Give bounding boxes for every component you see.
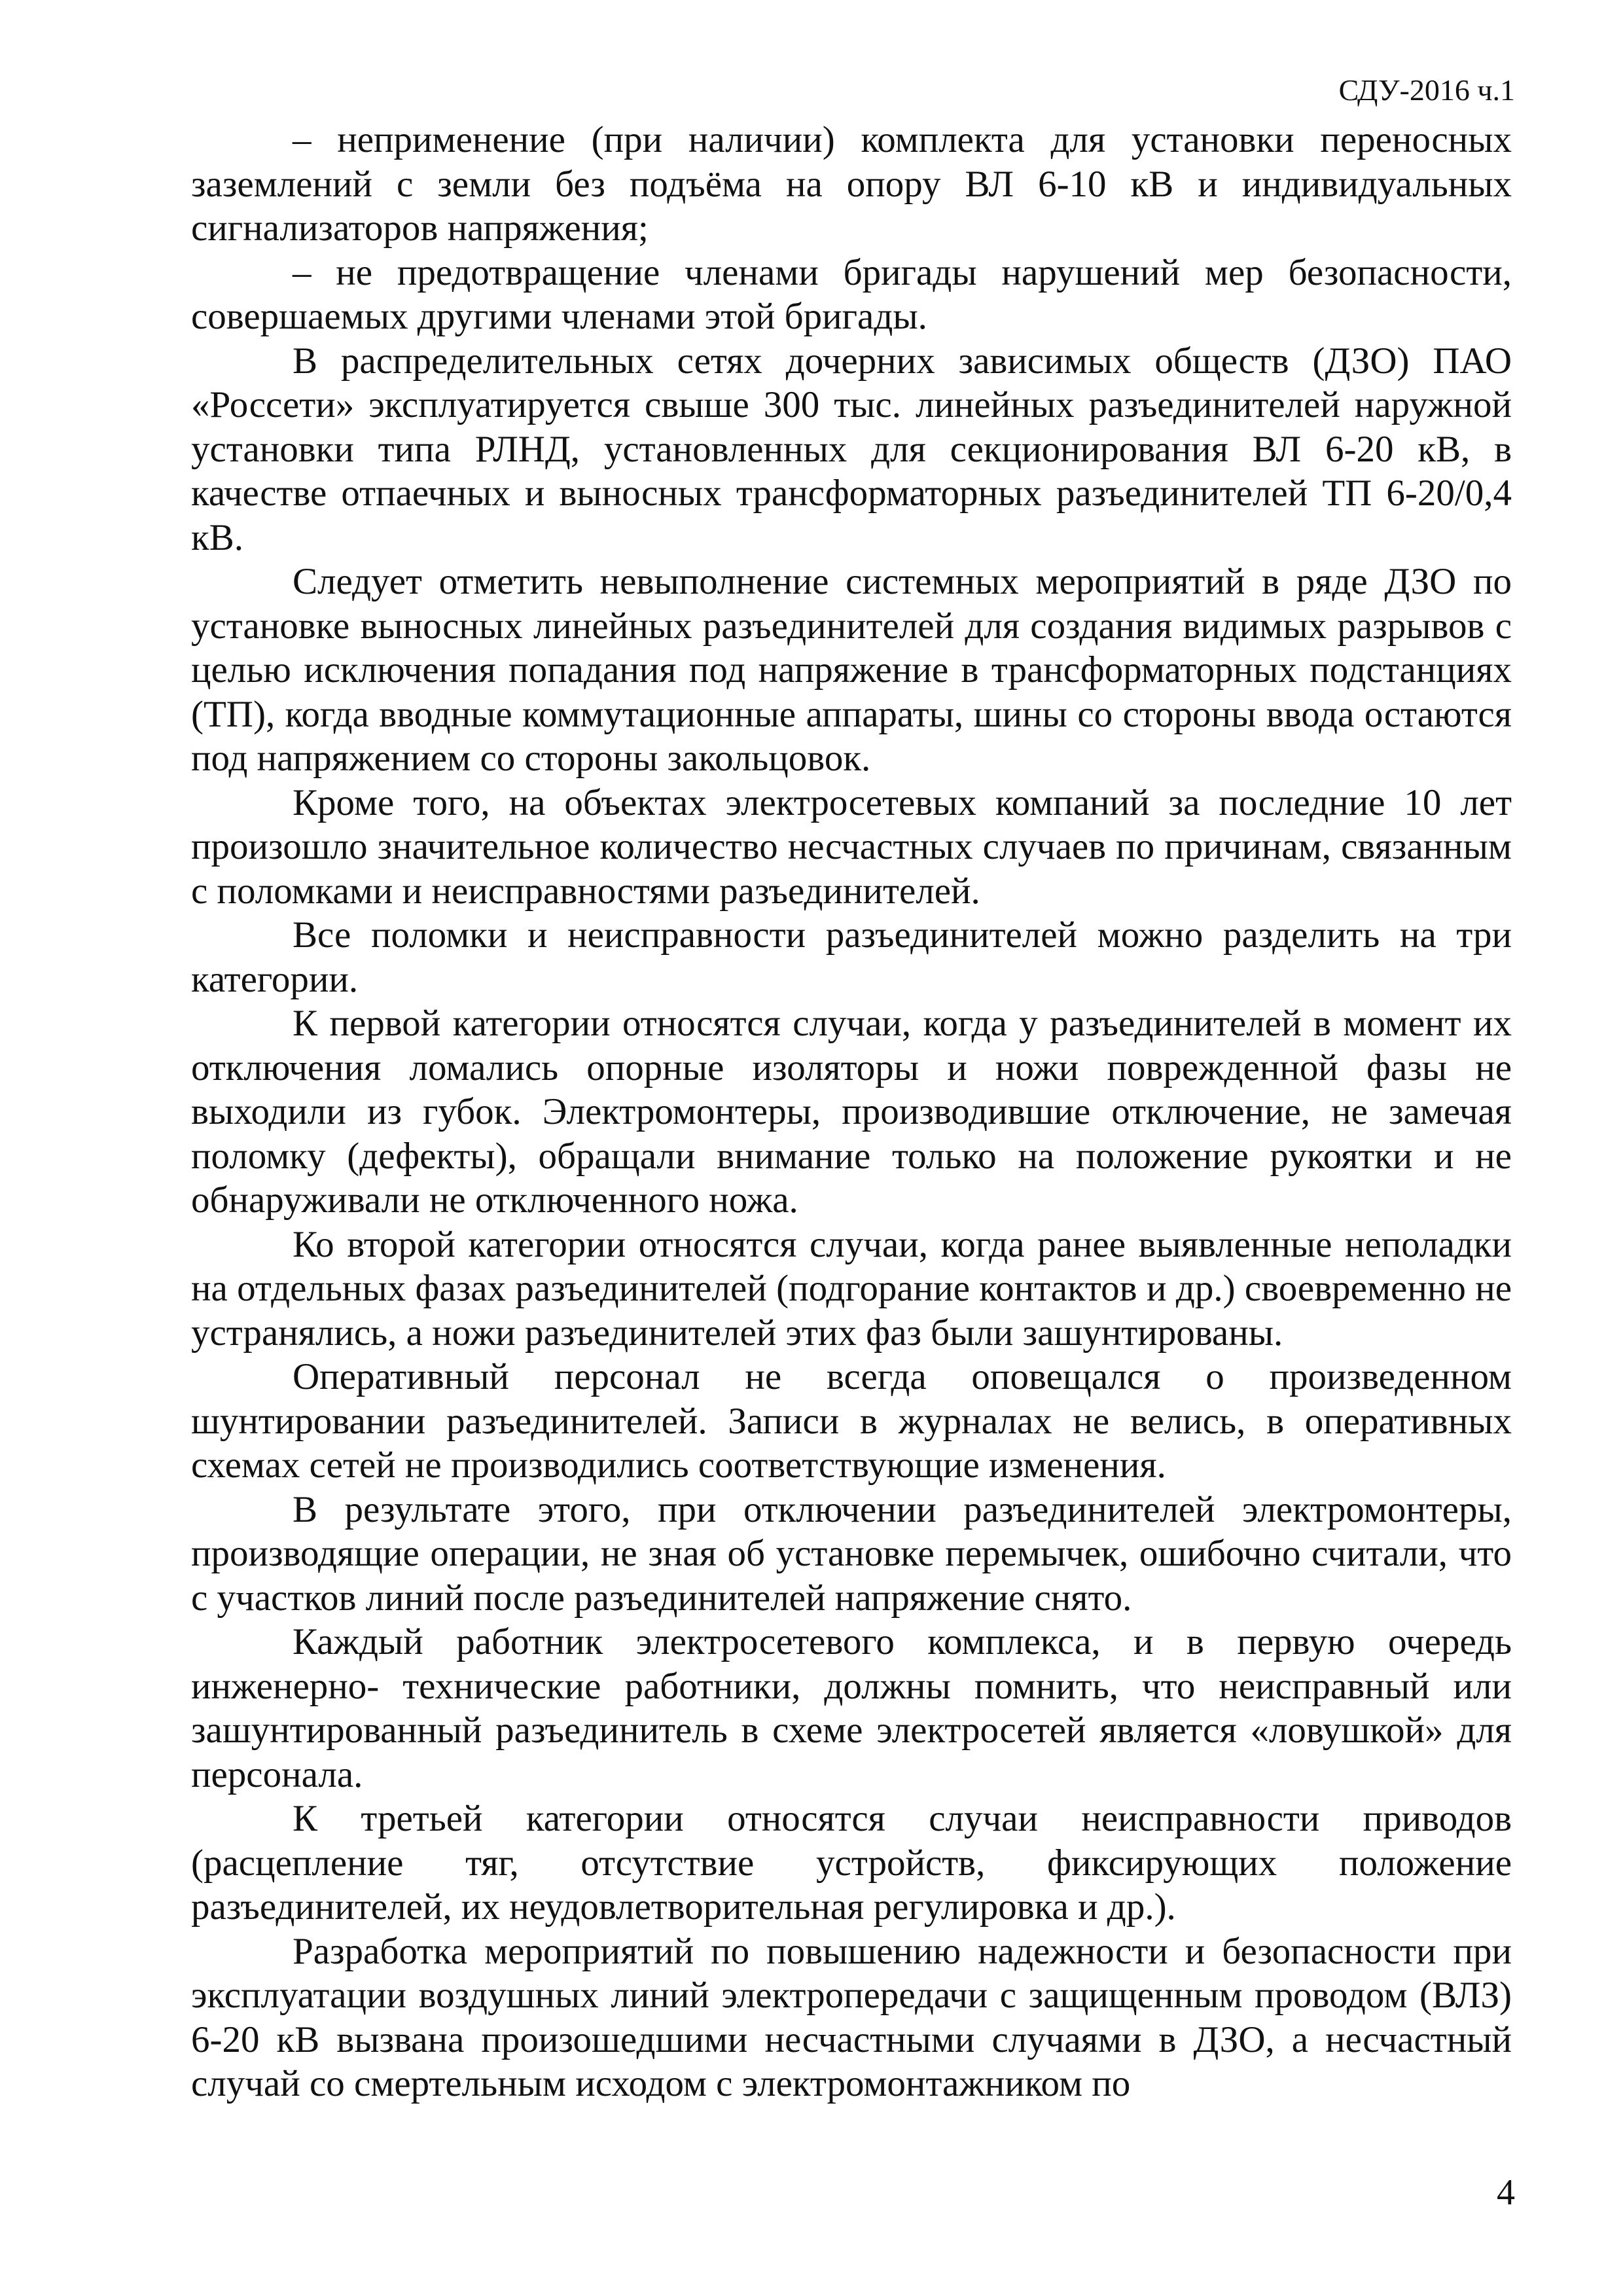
paragraph-vlz-measures: Разработка мероприятий по повышению надежности и безопасности при эксплуатации воздушных линий электропередачи с защищенным проводом (ВЛЗ) 6-20 кВ вызвана произошедшими несчастными случаями в ДЗО, а несчастный случай со смертельным исходом с электромонтажником по bbox=[191, 1930, 1512, 2104]
paragraph-third-category: К третьей категории относятся случаи неисправности приводов (расцепление тяг, отсутствие устройств, фиксирующих положение разъединителей, их неудовлетворительная регулировка и др.). bbox=[191, 1798, 1512, 1928]
paragraph-accidents: Кроме того, на объектах электросетевых компаний за последние 10 лет произошло значительное количество несчастных случаев по причинам, связанным с поломками и неисправностями разъединителей. bbox=[191, 781, 1512, 912]
document-code: СДУ-2016 ч.1 bbox=[1338, 73, 1515, 107]
paragraph-system-measures: Следует отметить невыполнение системных мероприятий в ряде ДЗО по установке выносных линейных разъединителей для создания видимых разрывов с целью исключения попадания под напряжение в трансформаторных подстанциях (ТП), когда вводные коммутационные аппараты, шины со стороны ввода остаются под напряжением со стороны закольцовок. bbox=[191, 561, 1512, 779]
paragraph-categories: Все поломки и неисправности разъединителей можно разделить на три категории. bbox=[191, 914, 1512, 1000]
paragraph-bullet-brigade: – не предотвращение членами бригады нарушений мер безопасности, совершаемых другими членами этой бригады. bbox=[191, 251, 1512, 337]
paragraph-second-category: Ко второй категории относятся случаи, когда ранее выявленные неполадки на отдельных фазах разъединителей (подгорание контактов и др.) своевременно не устранялись, а ножи разъединителей этих фаз были зашунтированы. bbox=[191, 1223, 1512, 1354]
paragraph-every-worker: Каждый работник электросетевого комплекса, и в первую очередь инженерно- технические работники, должны помнить, что неисправный или зашунтированный разъединитель в схеме электросетей является «ловушкой» для персонала. bbox=[191, 1621, 1512, 1795]
paragraph-distribution-networks: В распределительных сетях дочерних зависимых обществ (ДЗО) ПАО «Россети» эксплуатируется свыше 300 тыс. линейных разъединителей наружной установки типа РЛНД, установленных для секционирования ВЛ 6-20 кВ, в качестве отпаечных и выносных трансформаторных разъединителей ТП 6-20/0,4 кВ. bbox=[191, 340, 1512, 558]
paragraph-bullet-grounding: – неприменение (при наличии) комплекта для установки переносных заземлений с земли без подъёма на опору ВЛ 6-10 кВ и индивидуальных сигнализаторов напряжения; bbox=[191, 119, 1512, 249]
page-number: 4 bbox=[1497, 2172, 1515, 2213]
paragraph-first-category: К первой категории относятся случаи, когда у разъединителей в момент их отключения ломались опорные изоляторы и ножи поврежденной фазы не выходили из губок. Электромонтеры, производившие отключение, не замечая поломку (дефекты), обращали внимание только на положение рукоятки и не обнаруживали не отключенного ножа. bbox=[191, 1003, 1512, 1221]
paragraph-result: В результате этого, при отключении разъединителей электромонтеры, производящие операции, не зная об установке перемычек, ошибочно считали, что с участков линий после разъединителей напряжение снято. bbox=[191, 1488, 1512, 1619]
document-body bbox=[191, 118, 1512, 2106]
paragraph-operational-staff: Оперативный персонал не всегда оповещался о произведенном шунтировании разъединителей. Записи в журналах не велись, в оперативных схемах сетей не производились соответствующие изменения. bbox=[191, 1356, 1512, 1486]
